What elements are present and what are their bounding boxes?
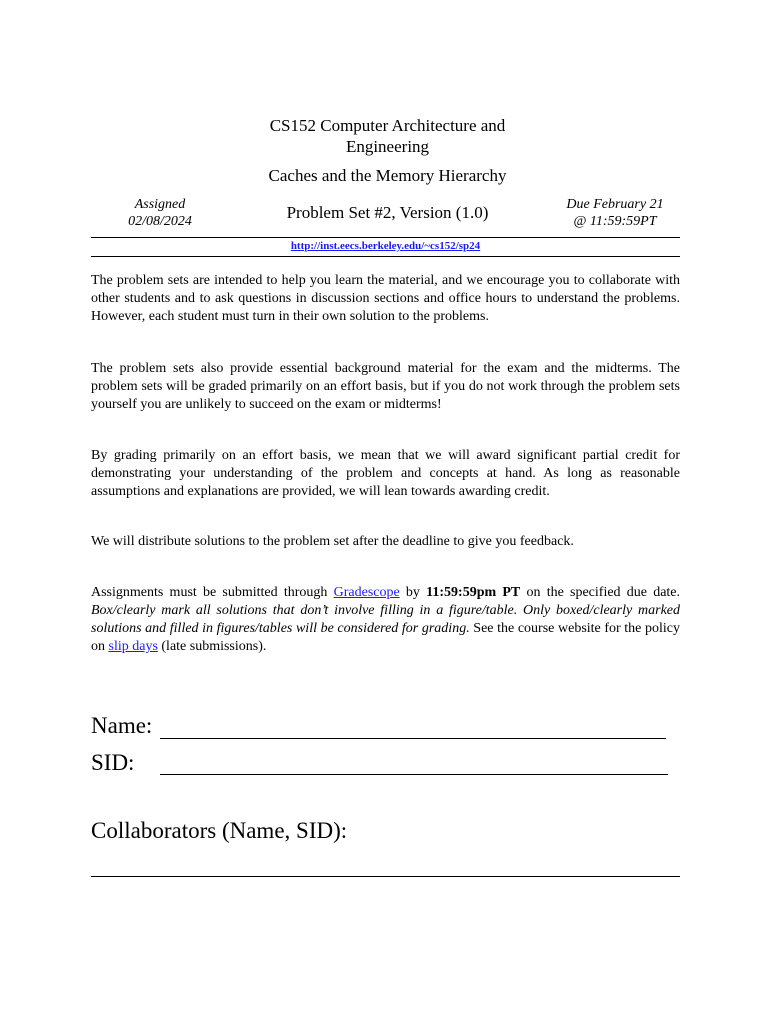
- paragraph-collaboration: The problem sets are intended to help you learn the material, and we encourage you to collaborate with other students and to ask questions in discussion sections and office hours to understand the problems. However, each student must turn in their own solution to the problems.: [91, 273, 680, 324]
- boxing-instructions: Box/clearly mark all solutions that don’t involve filling in a figure/table. Only boxed/clearly marked solutions and filled in figures/tables will be considered for grading.: [91, 603, 680, 636]
- collaborators-field-line[interactable]: [91, 876, 680, 877]
- slip-days-link[interactable]: slip days: [108, 639, 158, 654]
- paragraph-solutions: We will distribute solutions to the problem set after the deadline to give you feedback.: [91, 534, 574, 549]
- deadline-time: 11:59:59pm PT: [426, 585, 521, 600]
- gradescope-link[interactable]: Gradescope: [333, 585, 400, 600]
- paragraph-grading: By grading primarily on an effort basis, we mean that we will award significant partial credit for demonstrating your understanding of the problem and concepts at hand. As long as reasonable assumptions and explanations are provided, we will lean towards awarding credit.: [91, 448, 680, 499]
- problem-set-title: Problem Set #2, Version (1.0): [286, 203, 489, 222]
- course-url-link[interactable]: http://inst.eecs.berkeley.edu/~cs152/sp24: [290, 240, 481, 252]
- due-block: [545, 196, 685, 230]
- submission-text-4: See the course website for the policy on: [91, 621, 680, 654]
- assigned-block: [105, 196, 215, 230]
- due-date: Due February 21: [566, 197, 664, 212]
- submission-text-5: (late submissions).: [157, 639, 267, 654]
- assigned-date: 02/08/2024: [128, 214, 192, 229]
- paragraph-submission: [91, 584, 680, 656]
- course-title: CS152 Computer Architecture and Engineering: [269, 116, 506, 156]
- header-rule-top: [91, 237, 680, 238]
- topic-title: Caches and the Memory Hierarchy: [268, 166, 507, 185]
- submission-text-2: by: [399, 585, 427, 600]
- assigned-label: Assigned: [134, 197, 186, 212]
- submission-text-1: Assignments must be submitted through: [91, 585, 334, 600]
- name-field-line[interactable]: [160, 738, 666, 739]
- header-rule-bottom: [91, 256, 680, 257]
- submission-text-3: on the specified due date.: [520, 585, 681, 600]
- sid-field-line[interactable]: [160, 774, 668, 775]
- paragraph-background: The problem sets also provide essential background material for the exam and the midterms. The problem sets will be graded primarily on an effort basis, but if you do not work through the problem sets yourself you are unlikely to succeed on the exam or midterms!: [91, 361, 680, 412]
- due-time: @ 11:59:59PT: [573, 214, 657, 229]
- sid-label: SID:: [91, 750, 135, 775]
- collaborators-label: Collaborators (Name, SID):: [91, 818, 348, 843]
- name-label: Name:: [91, 713, 153, 738]
